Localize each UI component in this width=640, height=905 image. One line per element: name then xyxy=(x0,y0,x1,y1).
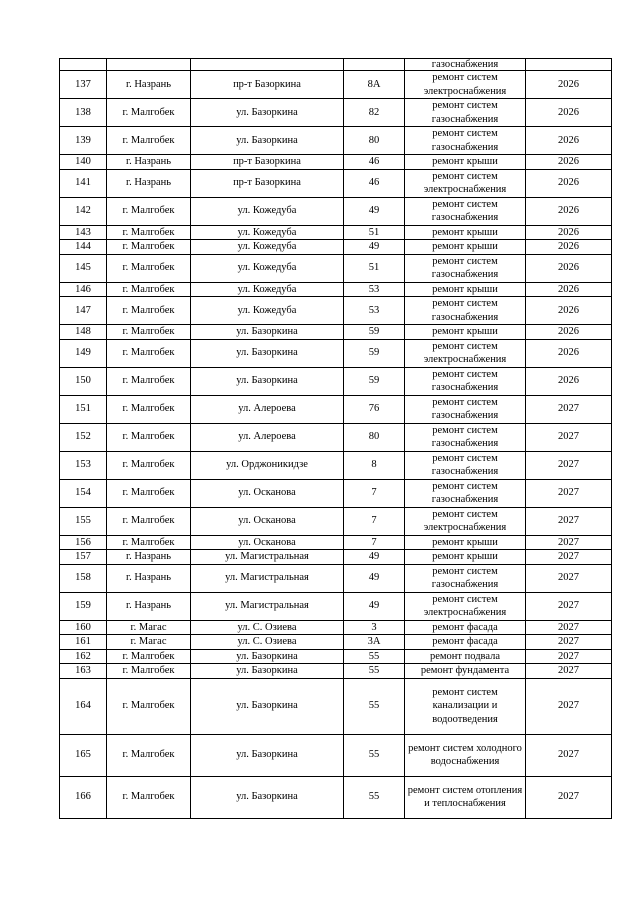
cell-house: 55 xyxy=(344,776,405,818)
cell-number xyxy=(60,59,107,71)
cell-year: 2026 xyxy=(526,127,612,155)
cell-city: г. Малгобек xyxy=(107,423,191,451)
cell-street: ул. Осканова xyxy=(191,507,344,535)
cell-work: ремонт систем газоснабжения xyxy=(405,297,526,325)
cell-city: г. Малгобек xyxy=(107,479,191,507)
cell-work: ремонт систем газоснабжения xyxy=(405,451,526,479)
table-row xyxy=(60,127,612,155)
cell-street: пр-т Базоркина xyxy=(191,169,344,197)
cell-house: 7 xyxy=(344,479,405,507)
table-row xyxy=(60,225,612,240)
cell-street: ул. Кожедуба xyxy=(191,254,344,282)
cell-street: ул. Алероева xyxy=(191,423,344,451)
cell-year: 2027 xyxy=(526,550,612,565)
cell-street: ул. Базоркина xyxy=(191,339,344,367)
cell-number: 147 xyxy=(60,297,107,325)
table-row xyxy=(60,479,612,507)
cell-number: 160 xyxy=(60,620,107,635)
cell-work: ремонт систем канализации и водоотведения xyxy=(405,678,526,734)
cell-number: 144 xyxy=(60,240,107,255)
cell-year: 2026 xyxy=(526,297,612,325)
cell-city: г. Малгобек xyxy=(107,339,191,367)
cell-number: 159 xyxy=(60,592,107,620)
table-row xyxy=(60,664,612,679)
cell-year: 2027 xyxy=(526,649,612,664)
cell-street: пр-т Базоркина xyxy=(191,71,344,99)
cell-work: ремонт систем газоснабжения xyxy=(405,127,526,155)
cell-city: г. Малгобек xyxy=(107,664,191,679)
cell-number: 151 xyxy=(60,395,107,423)
cell-year: 2026 xyxy=(526,367,612,395)
cell-city: г. Назрань xyxy=(107,169,191,197)
cell-year: 2027 xyxy=(526,734,612,776)
cell-work: ремонт крыши xyxy=(405,155,526,170)
cell-number: 149 xyxy=(60,339,107,367)
cell-number: 137 xyxy=(60,71,107,99)
cell-house: 7 xyxy=(344,507,405,535)
cell-year: 2027 xyxy=(526,507,612,535)
cell-city: г. Назрань xyxy=(107,155,191,170)
cell-year: 2026 xyxy=(526,325,612,340)
cell-year xyxy=(526,59,612,71)
cell-city: г. Малгобек xyxy=(107,776,191,818)
table-row xyxy=(60,325,612,340)
cell-house: 59 xyxy=(344,339,405,367)
cell-house: 53 xyxy=(344,297,405,325)
cell-city: г. Малгобек xyxy=(107,127,191,155)
cell-city: г. Малгобек xyxy=(107,678,191,734)
cell-street: ул. Магистральная xyxy=(191,550,344,565)
cell-year: 2027 xyxy=(526,451,612,479)
table-row xyxy=(60,254,612,282)
cell-work: ремонт систем холодного водоснабжения xyxy=(405,734,526,776)
cell-year: 2026 xyxy=(526,240,612,255)
cell-work: ремонт крыши xyxy=(405,535,526,550)
cell-house: 51 xyxy=(344,225,405,240)
cell-house: 3 xyxy=(344,620,405,635)
table-row xyxy=(60,776,612,818)
cell-number: 165 xyxy=(60,734,107,776)
cell-work: ремонт крыши xyxy=(405,325,526,340)
cell-city: г. Малгобек xyxy=(107,535,191,550)
cell-house: 46 xyxy=(344,169,405,197)
cell-street: ул. Осканова xyxy=(191,479,344,507)
cell-work: ремонт систем газоснабжения xyxy=(405,99,526,127)
cell-house: 3А xyxy=(344,635,405,650)
cell-year: 2027 xyxy=(526,395,612,423)
cell-house: 59 xyxy=(344,367,405,395)
cell-city: г. Малгобек xyxy=(107,367,191,395)
cell-street: ул. Магистральная xyxy=(191,592,344,620)
table-row xyxy=(60,620,612,635)
cell-street: ул. С. Озиева xyxy=(191,620,344,635)
table-row xyxy=(60,535,612,550)
table-row xyxy=(60,678,612,734)
cell-house: 49 xyxy=(344,564,405,592)
cell-house: 59 xyxy=(344,325,405,340)
cell-work: газоснабжения xyxy=(405,59,526,71)
cell-number: 163 xyxy=(60,664,107,679)
table-row xyxy=(60,155,612,170)
cell-work: ремонт систем газоснабжения xyxy=(405,395,526,423)
cell-work: ремонт крыши xyxy=(405,225,526,240)
cell-work: ремонт подвала xyxy=(405,649,526,664)
cell-number: 158 xyxy=(60,564,107,592)
cell-city: г. Назрань xyxy=(107,550,191,565)
cell-city: г. Магас xyxy=(107,635,191,650)
cell-work: ремонт фасада xyxy=(405,635,526,650)
cell-street: ул. Базоркина xyxy=(191,325,344,340)
table-row xyxy=(60,240,612,255)
cell-number: 138 xyxy=(60,99,107,127)
cell-house: 49 xyxy=(344,592,405,620)
cell-work: ремонт систем электроснабжения xyxy=(405,507,526,535)
cell-work: ремонт систем отопления и теплоснабжения xyxy=(405,776,526,818)
cell-work: ремонт систем электроснабжения xyxy=(405,169,526,197)
cell-street: ул. С. Озиева xyxy=(191,635,344,650)
cell-house: 80 xyxy=(344,127,405,155)
cell-house: 49 xyxy=(344,240,405,255)
table-row xyxy=(60,282,612,297)
table-row xyxy=(60,297,612,325)
cell-number: 145 xyxy=(60,254,107,282)
cell-city: г. Малгобек xyxy=(107,325,191,340)
cell-year: 2026 xyxy=(526,71,612,99)
cell-number: 152 xyxy=(60,423,107,451)
table-row xyxy=(60,71,612,99)
repair-schedule-table xyxy=(59,58,612,819)
cell-house: 76 xyxy=(344,395,405,423)
cell-work: ремонт фасада xyxy=(405,620,526,635)
cell-street: ул. Базоркина xyxy=(191,776,344,818)
cell-city: г. Малгобек xyxy=(107,649,191,664)
cell-street: ул. Кожедуба xyxy=(191,297,344,325)
cell-number: 162 xyxy=(60,649,107,664)
cell-house: 53 xyxy=(344,282,405,297)
cell-house: 55 xyxy=(344,734,405,776)
cell-city: г. Назрань xyxy=(107,71,191,99)
cell-number: 146 xyxy=(60,282,107,297)
table-row xyxy=(60,592,612,620)
table-row xyxy=(60,99,612,127)
table-row xyxy=(60,169,612,197)
cell-year: 2027 xyxy=(526,592,612,620)
cell-street: пр-т Базоркина xyxy=(191,155,344,170)
cell-year: 2026 xyxy=(526,169,612,197)
cell-work: ремонт систем электроснабжения xyxy=(405,71,526,99)
cell-city: г. Малгобек xyxy=(107,240,191,255)
cell-street: ул. Кожедуба xyxy=(191,225,344,240)
cell-year: 2026 xyxy=(526,282,612,297)
cell-house: 55 xyxy=(344,649,405,664)
cell-work: ремонт крыши xyxy=(405,550,526,565)
cell-city: г. Малгобек xyxy=(107,225,191,240)
cell-street xyxy=(191,59,344,71)
cell-year: 2026 xyxy=(526,99,612,127)
cell-street: ул. Алероева xyxy=(191,395,344,423)
cell-number: 154 xyxy=(60,479,107,507)
cell-house xyxy=(344,59,405,71)
cell-city: г. Малгобек xyxy=(107,99,191,127)
cell-street: ул. Базоркина xyxy=(191,678,344,734)
cell-work: ремонт систем газоснабжения xyxy=(405,254,526,282)
cell-city: г. Малгобек xyxy=(107,197,191,225)
cell-year: 2027 xyxy=(526,479,612,507)
cell-year: 2027 xyxy=(526,635,612,650)
cell-street: ул. Кожедуба xyxy=(191,197,344,225)
cell-city: г. Назрань xyxy=(107,592,191,620)
cell-number: 139 xyxy=(60,127,107,155)
cell-year: 2027 xyxy=(526,535,612,550)
cell-city: г. Малгобек xyxy=(107,451,191,479)
cell-house: 46 xyxy=(344,155,405,170)
table-row xyxy=(60,197,612,225)
table-body xyxy=(60,59,612,819)
cell-number: 153 xyxy=(60,451,107,479)
cell-year: 2027 xyxy=(526,620,612,635)
cell-work: ремонт крыши xyxy=(405,282,526,297)
cell-work: ремонт систем газоснабжения xyxy=(405,367,526,395)
cell-house: 49 xyxy=(344,550,405,565)
cell-city: г. Магас xyxy=(107,620,191,635)
cell-number: 155 xyxy=(60,507,107,535)
cell-house: 51 xyxy=(344,254,405,282)
cell-work: ремонт систем газоснабжения xyxy=(405,479,526,507)
cell-street: ул. Базоркина xyxy=(191,367,344,395)
cell-house: 82 xyxy=(344,99,405,127)
cell-year: 2027 xyxy=(526,776,612,818)
cell-city: г. Малгобек xyxy=(107,254,191,282)
cell-year: 2026 xyxy=(526,155,612,170)
cell-work: ремонт крыши xyxy=(405,240,526,255)
cell-number: 142 xyxy=(60,197,107,225)
cell-work: ремонт систем газоснабжения xyxy=(405,197,526,225)
cell-city xyxy=(107,59,191,71)
cell-house: 8 xyxy=(344,451,405,479)
cell-street: ул. Базоркина xyxy=(191,664,344,679)
cell-street: ул. Базоркина xyxy=(191,649,344,664)
cell-street: ул. Кожедуба xyxy=(191,282,344,297)
table-row xyxy=(60,635,612,650)
cell-work: ремонт фундамента xyxy=(405,664,526,679)
cell-number: 164 xyxy=(60,678,107,734)
cell-year: 2026 xyxy=(526,225,612,240)
cell-number: 148 xyxy=(60,325,107,340)
cell-city: г. Малгобек xyxy=(107,297,191,325)
cell-number: 141 xyxy=(60,169,107,197)
cell-city: г. Малгобек xyxy=(107,282,191,297)
continuation-row xyxy=(60,59,612,71)
cell-street: ул. Базоркина xyxy=(191,99,344,127)
table-row xyxy=(60,550,612,565)
cell-number: 150 xyxy=(60,367,107,395)
cell-house: 49 xyxy=(344,197,405,225)
table-row xyxy=(60,734,612,776)
cell-number: 166 xyxy=(60,776,107,818)
cell-house: 80 xyxy=(344,423,405,451)
cell-work: ремонт систем газоснабжения xyxy=(405,564,526,592)
cell-year: 2026 xyxy=(526,254,612,282)
cell-house: 8А xyxy=(344,71,405,99)
cell-number: 143 xyxy=(60,225,107,240)
cell-number: 157 xyxy=(60,550,107,565)
cell-house: 55 xyxy=(344,664,405,679)
cell-street: ул. Кожедуба xyxy=(191,240,344,255)
table-row xyxy=(60,339,612,367)
table-row xyxy=(60,451,612,479)
cell-city: г. Назрань xyxy=(107,564,191,592)
cell-number: 140 xyxy=(60,155,107,170)
table-row xyxy=(60,649,612,664)
cell-year: 2027 xyxy=(526,664,612,679)
cell-street: ул. Осканова xyxy=(191,535,344,550)
cell-work: ремонт систем электроснабжения xyxy=(405,339,526,367)
cell-street: ул. Базоркина xyxy=(191,734,344,776)
table-row xyxy=(60,367,612,395)
table-row xyxy=(60,395,612,423)
cell-city: г. Малгобек xyxy=(107,507,191,535)
table-row xyxy=(60,423,612,451)
cell-work: ремонт систем электроснабжения xyxy=(405,592,526,620)
table-row xyxy=(60,507,612,535)
cell-work: ремонт систем газоснабжения xyxy=(405,423,526,451)
cell-house: 55 xyxy=(344,678,405,734)
cell-year: 2027 xyxy=(526,564,612,592)
cell-year: 2027 xyxy=(526,423,612,451)
cell-city: г. Малгобек xyxy=(107,395,191,423)
cell-year: 2026 xyxy=(526,197,612,225)
cell-year: 2026 xyxy=(526,339,612,367)
cell-number: 161 xyxy=(60,635,107,650)
cell-year: 2027 xyxy=(526,678,612,734)
cell-street: ул. Магистральная xyxy=(191,564,344,592)
cell-number: 156 xyxy=(60,535,107,550)
table-row xyxy=(60,564,612,592)
cell-house: 7 xyxy=(344,535,405,550)
cell-city: г. Малгобек xyxy=(107,734,191,776)
cell-street: ул. Орджоникидзе xyxy=(191,451,344,479)
cell-street: ул. Базоркина xyxy=(191,127,344,155)
